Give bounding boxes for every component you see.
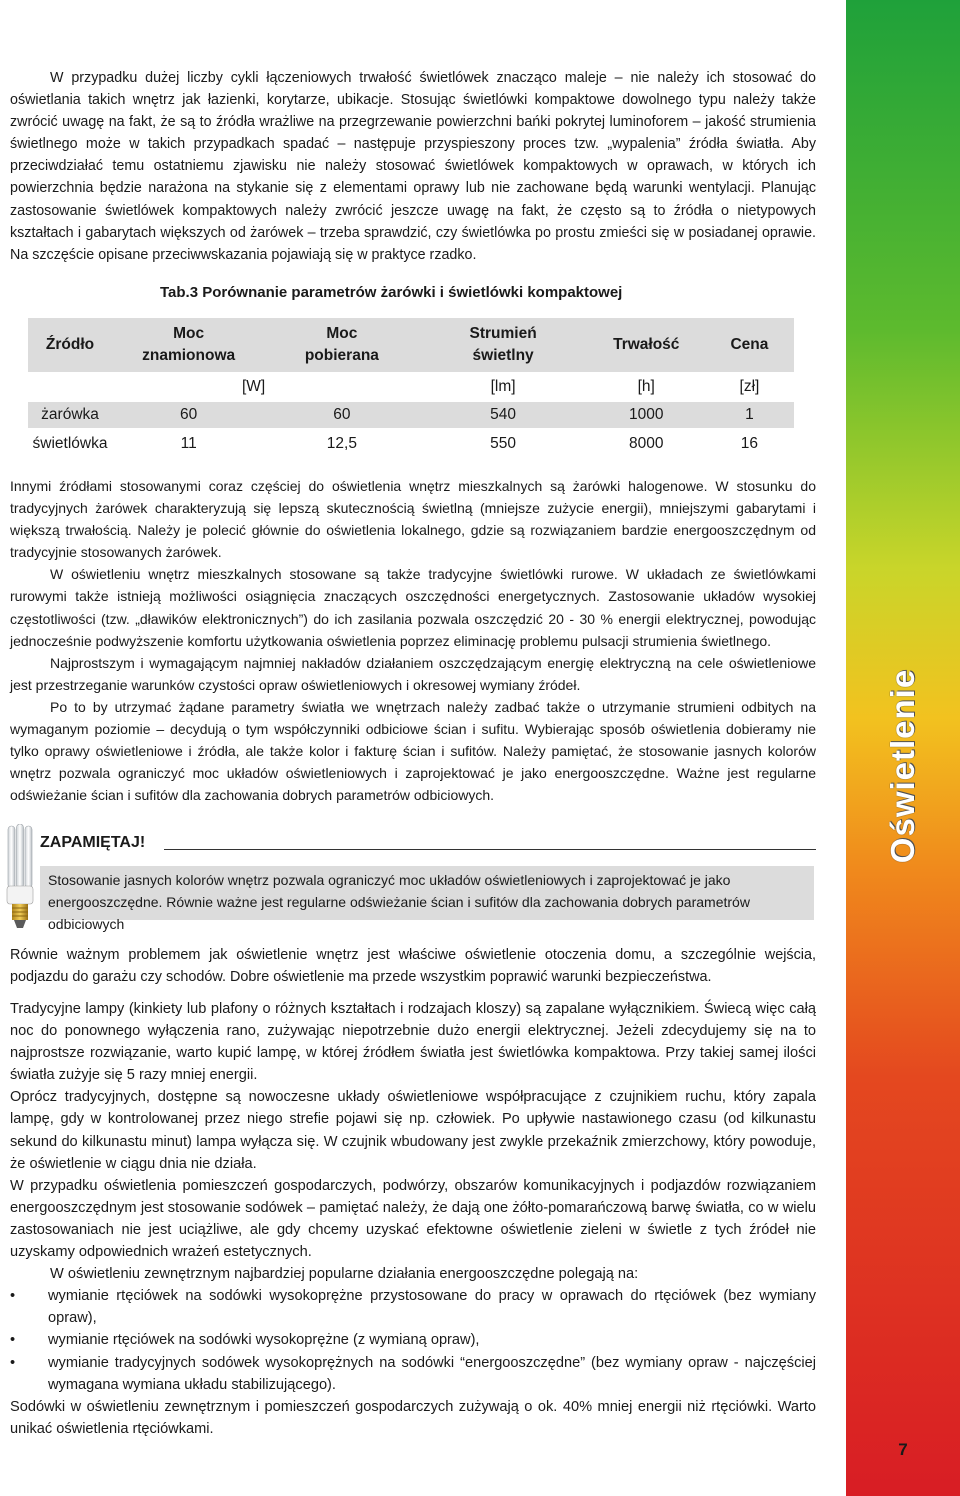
unit-cell: [zł] — [739, 378, 760, 395]
table-cell: 11 — [180, 435, 197, 452]
header-cell: Trwałość — [588, 318, 705, 372]
remember-box — [40, 866, 814, 932]
list-item: • wymianie tradycyjnych sodówek wysokoprężnych na sodówki “energooszczędne” (bez wymiany opraw - najczęściej wymagana wymiana układu stabilizującego). — [10, 1352, 816, 1396]
header-cell: Moc znamionowa — [112, 318, 265, 372]
paragraph: W oświetleniu wnętrz mieszkalnych stosowane są także tradycyjne świetlówki rurowe. W układach ze świetlówkami rurowymi także istnieją możliwości osiągnięcia znaczących oszczędności energetycznych. Zastosowanie układów wysokiej częstotliwości (tzw. „dławików elektronicznych”) do ich zasilania pozwala oszczędzić 20 - 30 % energii elektrycznej, powodując jednocześnie podwyższenie komfortu użytkowania oświetlenia poprzez eliminację problemu pulsacji strumienia świetlnego. — [10, 566, 816, 649]
section2 — [10, 475, 816, 806]
remember-divider — [164, 849, 816, 850]
table-cell: 1 — [705, 402, 794, 428]
remember-text: Stosowanie jasnych kolorów wnętrz pozwala ograniczyć moc układów oświetleniowych i zaprojektować je jako energooszczędne. Równie ważne jest regularne odświeżanie ścian i sufitów dla zachowania dobrych parametrów odbiciowych — [48, 872, 750, 932]
section3-body — [10, 998, 816, 1440]
unit-cell: [h] — [637, 378, 655, 395]
table-cell: 16 — [740, 435, 759, 452]
table-cell: 540 — [419, 402, 588, 428]
paragraph: Oprócz tradycyjnych, dostępne są nowoczesne układy oświetleniowe współpracujące z czujnikiem ruchu, który zapala lampę, gdy w kontrolowanej przez niego strefie pojawi się np. człowiek. Po upływie nastawionego czasu (od kilkunastu sekund do kilkunastu minut) lampa wyłącza się. W czujnik wbudowany jest zwykle przekaźnik zmierzchowy, który powoduje, że oświetlenie w ciągu dnia nie działa. — [10, 1089, 816, 1172]
header-cell: Strumień świetlny — [419, 318, 588, 372]
header-cell: Moc pobierana — [265, 318, 418, 372]
intro-paragraph — [10, 67, 816, 266]
table-cell: 8000 — [629, 435, 664, 452]
paragraph: Po to by utrzymać żądane parametry światła we wnętrzach należy zadbać także o utrzymanie strumieni odbitych na wymaganym poziomie – decydują o tym współczynniki odbiciowe ścian i sufitu. Wybierając sposób oświetlenia dobieramy nie tylko oprawy oświetleniowe i źródła, ale także kolor i fakturę ścian i sufitów. Należy pamiętać, że stosowanie jasnych kolorów wnętrz pozwala ograniczyć moc układów oświetleniowych i zaprojektować je jako energooszczędne. Ważne jest regularne odświeżanie ścian i sufitów dla zachowania dobrych parametrów odbiciowych. — [10, 698, 816, 804]
header-cell: Źródło — [28, 318, 112, 372]
paragraph: W przypadku oświetlenia pomieszczeń gospodarczych, podwórzy, obszarów komunikacyjnych i podjazdów rozwiązaniem energooszczędnym jest stosowanie sodówek – pamiętać należy, że dają one żółto-pomarańczową barwę światła, co w wielu zastosowaniach nie jest uciążliwe, ale gdy chcemy uzyskać efektowne oświetlenie zieleni w świetle z tych źródeł nie uzyskamy odpowiednich wrażeń estetycznych. — [10, 1177, 816, 1261]
unit-cell — [265, 372, 418, 402]
table-cell: 1000 — [588, 402, 705, 428]
paragraph: Innymi źródłami stosowanymi coraz częściej do oświetlenia wnętrz mieszkalnych są żarówki halogenowe. W stosunku do tradycyjnych żarówek charakteryzują się lepszą skutecznością świetlną (mniejsze zużycie energii), mniejszymi gabarytami i większą trwałością. Należy je polecić głównie do oświetlenia lokalnego, gdzie są rozwiązaniem bardzie energooszczędnym od tradycyjnie stosowanych żarówek. — [10, 478, 816, 561]
compact-fluorescent-lamp-icon — [4, 824, 36, 932]
list-item: • wymianie rtęciówek na sodówki wysokoprężne (z wymianą opraw), — [10, 1329, 816, 1351]
table-caption: Tab.3 Porównanie parametrów żarówki i świetlówki kompaktowej — [160, 284, 623, 301]
unit-cell — [28, 372, 112, 402]
table-cell: 550 — [490, 435, 517, 452]
table-cell: 60 — [265, 402, 418, 428]
header-cell: Cena — [705, 318, 794, 372]
paragraph: Sodówki w oświetleniu zewnętrznym i pomieszczeń gospodarczych zużywają o ok. 40% mniej energii niż rtęciówki. Warto unikać oświetlenia rtęciówkami. — [10, 1398, 816, 1437]
unit-cell: [lm] — [490, 378, 516, 395]
table-row — [28, 402, 794, 428]
page-number: 7 — [898, 1440, 908, 1459]
paragraph: Tradycyjne lampy (kinkiety lub plafony o różnych kształtach i rodzajach kloszy) są zapalane wyłącznikiem. Świecą więc całą noc do ponownego wyłączenia rano, zużywając niepotrzebnie dużo energii elektrycznej. Jeżeli zdecydujemy się na to najprostsze rozwiązanie, warto kupić lampę, w której źródłem światła jest świetlówka kompaktowa. Przy takiej samej ilości światła zużyje się 5 razy mniej energii. — [10, 1001, 816, 1084]
list-item: • wymianie rtęciówek na sodówki wysokoprężne przystosowane do pracy w oprawach do rtęciówek (bez wymiany opraw), — [10, 1285, 816, 1329]
paragraph: Równie ważnym problemem jak oświetlenie wnętrz jest właściwe oświetlenie otoczenia domu, a szczególnie wejścia, podjazdu do garażu czy schodów. Dobre oświetlenie ma przede wszystkim poprawić warunki bezpieczeństwa. — [10, 947, 816, 986]
paragraph: W oświetleniu zewnętrznym najbardziej popularne działania energooszczędne polegają na: — [50, 1266, 639, 1283]
table-cell: 60 — [112, 402, 265, 428]
table-row — [28, 428, 794, 460]
paragraph: Najprostszym i wymagającym najmniej nakładów działaniem oszczędzającym energię elektryczną na cele oświetleniowe jest przestrzeganie warunków czystości opraw oświetleniowych i okresowej wymiany źródeł. — [10, 654, 816, 693]
table-header-row — [28, 318, 794, 372]
intro-text: W przypadku dużej liczby cykli łączeniowych trwałość świetlówek znacząco maleje – nie należy ich stosować do oświetlania takich wnętrz jak łazienki, korytarze, ubikacje. Stosując świetlówki kompaktowe dowolnego typu należy także zwrócić uwagę na fakt, że są to źródła wrażliwe na przegrzewanie powierzchni bańki pokrytej luminoforem – jakość strumienia świetlnego może w takich przypadkach spadać – następuje przyspieszony proces tzw. „wypalenia” źródła światła. Aby przeciwdziałać temu ostatniemu zjawisku nie należy stosować świetlówek kompaktowych w oprawach, w których ich powierzchnia będzie narażona na stykanie się z elementami oprawy lub nie zachowane będą warunki wentylacji. Planując zastosowanie świetlówek kompaktowych należy zwrócić jeszcze uwagę na fakt, że często są to źródła o nietypowych kształtach i gabarytach większych od żarówek – trzeba sprawdzić, czy świetlówka po prostu zmieści się w posiadanej oprawie. Na szczęście opisane przeciwwskazania pojawiają się w praktyce rzadko. — [10, 70, 816, 263]
section-title-vertical: Oświetlenie — [884, 668, 921, 864]
table-units-row — [28, 372, 794, 402]
section3-intro — [10, 944, 816, 988]
comparison-table — [28, 318, 794, 460]
unit-cell: [W] — [241, 378, 266, 395]
table-cell: żarówka — [28, 402, 112, 428]
table-cell: świetlówka — [32, 435, 108, 452]
table-cell: 12,5 — [326, 435, 357, 452]
remember-title: ZAPAMIĘTAJ! — [40, 834, 146, 851]
